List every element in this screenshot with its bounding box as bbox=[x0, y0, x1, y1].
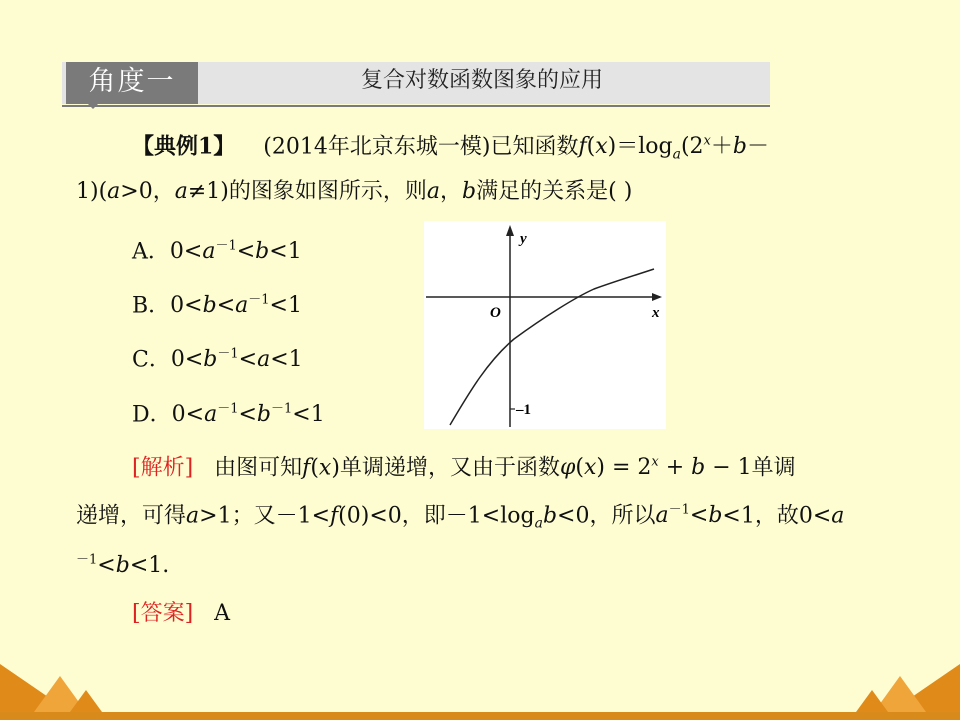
solution-text-4: 递增，可得 bbox=[76, 503, 187, 529]
option-c bbox=[132, 340, 303, 375]
solution-conclusion: $^{-1}$<b<1. bbox=[76, 553, 170, 579]
problem-label: 【典例1】 bbox=[132, 133, 236, 160]
function-graph bbox=[424, 221, 666, 429]
problem-stem-2: 的图象如图所示，则 bbox=[228, 179, 427, 204]
solution-text-5: ；又－1< bbox=[231, 503, 331, 529]
answer-value: A bbox=[214, 601, 231, 626]
solution-a-inverse: $a^{-1}<b$ bbox=[655, 503, 723, 529]
solution-text-8: <1，故0< bbox=[722, 503, 832, 529]
y-axis-label: y bbox=[520, 231, 527, 247]
solution-phi: $\varphi(x) = 2^x + b - 1$ bbox=[559, 455, 752, 481]
option-a-expression: $0<a^{-1}<b<1$ bbox=[169, 239, 302, 265]
variables-ab: a，b bbox=[426, 179, 477, 204]
solution-line-1 bbox=[132, 448, 796, 483]
solution-text-7: <0，所以 bbox=[557, 503, 656, 529]
solution-conclusion-a: a bbox=[831, 503, 845, 529]
option-d-letter: D． bbox=[132, 402, 172, 428]
option-c-expression: $0<b^{-1}<a<1$ bbox=[170, 347, 303, 373]
answer-line bbox=[132, 599, 230, 629]
footer-bar bbox=[0, 712, 960, 720]
section-header bbox=[62, 62, 770, 104]
solution-label: [解析] bbox=[132, 455, 194, 481]
option-d-expression: $0<a^{-1}<b^{-1}<1$ bbox=[171, 402, 325, 428]
problem-line-2 bbox=[76, 177, 632, 207]
solution-a-gt-1: a>1 bbox=[186, 503, 232, 529]
problem-line-1 bbox=[132, 127, 769, 170]
problem-stem-1: 已知函数 bbox=[490, 134, 579, 160]
y-axis-arrow bbox=[506, 225, 514, 236]
option-b-letter: B． bbox=[132, 293, 171, 319]
solution-line-2 bbox=[76, 496, 844, 539]
function-condition: 1)(a>0，a≠1) bbox=[76, 179, 229, 204]
solution-text-2: 单调递增，又由于函数 bbox=[339, 455, 560, 481]
solution-text-3: 单调 bbox=[751, 455, 796, 481]
minus-one-label: –1 bbox=[516, 402, 531, 418]
option-a-letter: A． bbox=[132, 239, 170, 265]
option-a bbox=[132, 232, 302, 267]
solution-fx: f(x) bbox=[302, 455, 340, 481]
solution-f0: f(0) bbox=[330, 503, 370, 529]
header-title: 复合对数函数图象的应用 bbox=[360, 68, 603, 93]
solution-line-3 bbox=[76, 546, 169, 581]
x-axis-label: x bbox=[652, 305, 660, 321]
footer-triangle-left-3 bbox=[70, 690, 102, 712]
solution-text-1: 由图可知 bbox=[214, 455, 303, 481]
problem-source: (2014年北京东城一模) bbox=[263, 134, 491, 160]
option-b-expression: $0<b<a^{-1}<1$ bbox=[170, 293, 302, 319]
option-b bbox=[132, 286, 302, 321]
option-d bbox=[132, 395, 325, 430]
answer-label: [答案] bbox=[132, 601, 194, 626]
problem-stem-3: 满足的关系是( ) bbox=[476, 179, 633, 204]
graph-svg bbox=[424, 221, 666, 429]
option-c-letter: C． bbox=[132, 347, 171, 373]
header-tag: 角度一 bbox=[66, 62, 198, 104]
solution-log-arg: b bbox=[542, 503, 558, 529]
solution-text-6: <0，即－1<log bbox=[369, 503, 535, 529]
solution-log-base: a bbox=[534, 515, 543, 532]
function-expression: $f(x)=\log_a(2^x+b-$ bbox=[578, 134, 770, 163]
x-axis-arrow bbox=[652, 293, 662, 301]
header-underline bbox=[62, 105, 770, 107]
log-curve bbox=[450, 269, 654, 425]
origin-label: O bbox=[490, 305, 501, 321]
footer-triangle-right-3 bbox=[856, 690, 888, 712]
